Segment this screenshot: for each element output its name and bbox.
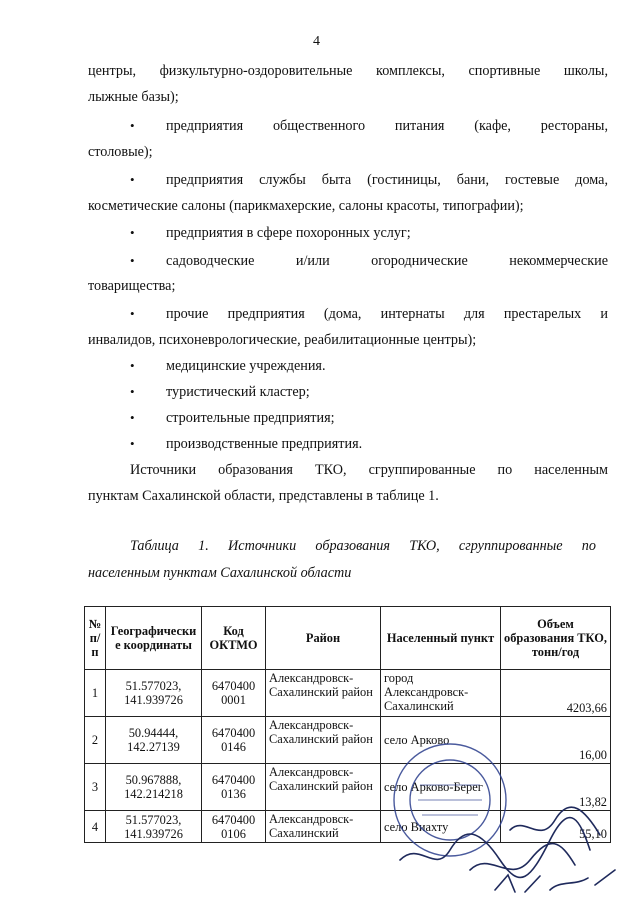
cell-district: Александровск-Сахалинский район [266, 717, 381, 764]
cell-coords: 51.577023, 141.939726 [106, 811, 202, 843]
cell-oktmo: 6470400 0136 [202, 764, 266, 811]
header-num: № п/п [85, 607, 106, 670]
table-caption: населенным пунктам Сахалинской области [88, 565, 352, 581]
cell-district: Александровск-Сахалинский [266, 811, 381, 843]
cell-coords: 50.967888, 142.214218 [106, 764, 202, 811]
table-row [85, 764, 611, 811]
header-coords: Географически е координаты [106, 607, 202, 670]
cell-num: 4 [85, 811, 106, 843]
bullet-text: производственные предприятия. [166, 436, 363, 452]
bullet-marker: • [130, 384, 135, 399]
bullet-text: садоводческие и/или огороднические некоммерческие [166, 253, 608, 269]
text-line: столовые); [88, 144, 153, 160]
cell-coords: 51.577023, 141.939726 [106, 670, 202, 717]
cell-oktmo: 6470400 0146 [202, 717, 266, 764]
table-header-row [85, 607, 611, 670]
cell-settlement: село Арково [381, 717, 501, 764]
cell-oktmo: 6470400 0001 [202, 670, 266, 717]
cell-volume: 13,82 [501, 764, 611, 811]
bullet-marker: • [130, 172, 135, 187]
cell-num: 3 [85, 764, 106, 811]
table-row [85, 670, 611, 717]
bullet-marker: • [130, 410, 135, 425]
cell-settlement: село Арково-Берег [381, 764, 501, 811]
header-district: Район [266, 607, 381, 670]
cell-volume: 4203,66 [501, 670, 611, 717]
bullet-text: прочие предприятия (дома, интернаты для престарелых и [166, 306, 608, 322]
cell-num: 2 [85, 717, 106, 764]
cell-district: Александровск-Сахалинский район [266, 764, 381, 811]
table-row [85, 717, 611, 764]
header-oktmo: Код ОКТМО [202, 607, 266, 670]
bullet-text: медицинские учреждения. [166, 358, 326, 374]
bullet-marker: • [130, 358, 135, 373]
bullet-marker: • [130, 306, 135, 321]
bullet-text: предприятия в сфере похоронных услуг; [166, 225, 411, 241]
table-row [85, 811, 611, 843]
bullet-text: предприятия общественного питания (кафе, рестораны, [166, 118, 608, 134]
bullet-marker: • [130, 118, 135, 133]
header-settlement: Населенный пункт [381, 607, 501, 670]
bullet-marker: • [130, 225, 135, 240]
cell-volume: 16,00 [501, 717, 611, 764]
cell-settlement: город Александровск-Сахалинский [381, 670, 501, 717]
cell-district: Александровск-Сахалинский район [266, 670, 381, 717]
text-line: Источники образования ТКО, сгруппированные по населенным [130, 462, 608, 478]
bullet-marker: • [130, 253, 135, 268]
cell-oktmo: 6470400 0106 [202, 811, 266, 843]
text-line: инвалидов, психоневрологические, реабилитационные центры); [88, 332, 477, 348]
bullet-marker: • [130, 436, 135, 451]
text-line: товарищества; [88, 278, 176, 294]
bullet-text: туристический кластер; [166, 384, 310, 400]
header-volume: Объем образования ТКО, тонн/год [501, 607, 611, 670]
text-line: косметические салоны (парикмахерские, салоны красоты, типографии); [88, 198, 524, 214]
cell-settlement: село Виахту [381, 811, 501, 843]
text-line: лыжные базы); [88, 89, 179, 105]
text-line: центры, физкультурно-оздоровительные комплексы, спортивные школы, [88, 63, 608, 79]
cell-num: 1 [85, 670, 106, 717]
sources-table [84, 606, 611, 843]
bullet-text: предприятия службы быта (гостиницы, бани, гостевые дома, [166, 172, 608, 188]
page-number: 4 [313, 34, 320, 49]
cell-coords: 50.94444, 142.27139 [106, 717, 202, 764]
table-caption: Таблица 1. Источники образования ТКО, сгруппированные по [130, 538, 596, 554]
cell-volume: 55,10 [501, 811, 611, 843]
text-line: пунктам Сахалинской области, представлены в таблице 1. [88, 488, 439, 504]
bullet-text: строительные предприятия; [166, 410, 335, 426]
